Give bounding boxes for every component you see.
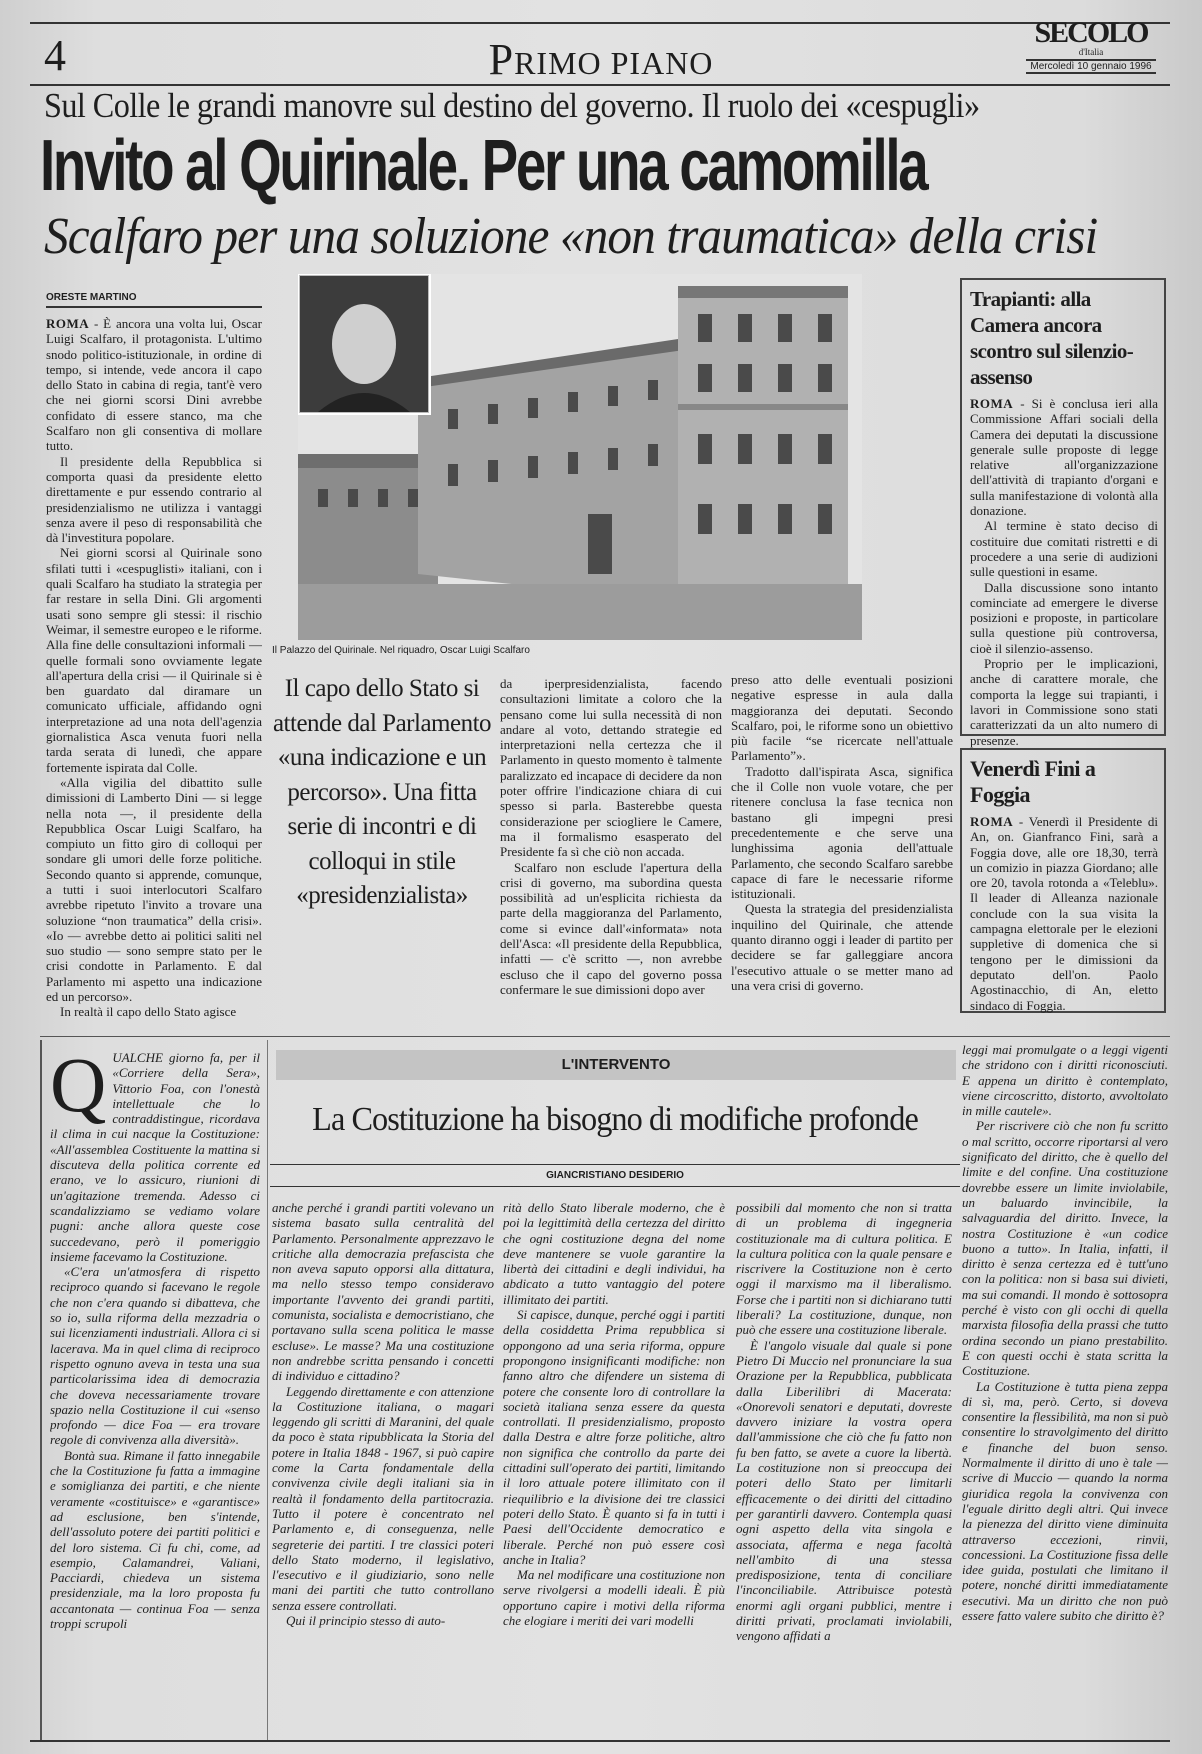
paragraph: È l'angolo visuale dal quale si pone Pietro Di Muccio nel pronunciare la sua Orazione per la Repubblica, pubblicata dalla Liberilibri di Macerata: «Onorevoli senatori e deputati, dovreste davvero iniziare la vostra opera dall'ammissione che ciò che fu fatto non fu ben fatto, se avete a cuore la libertà. La costituzione non si preoccupa dei poteri dello Stato per limitarli efficacemente o dei diritti del cittadino per garantirli davvero. Contempla quasi ogni aspetto della vita singola e associata, afferma e nega facoltà nell'ambito di una stessa predisposizione, tenta di conciliare l'inconciliabile. Attribuisce potestà enormi agli organi pubblici, mentre i diritti privati, proclamati inviolabili, vengono affidati a <box>736 1337 952 1644</box>
page-number: 4 <box>44 31 66 80</box>
paragraph: anche perché i grandi partiti volevano un sistema basato sulla centralità del Parlamento. Personalmente apprezzavo le critiche alla democrazia prefascista che non aveva saputo opporsi alla dittatura, ma nello stesso tempo consideravo importante l'avvento dei grandi partiti, comunista, socialista e democristiano, che portavano sulla scena politica le masse escluse». Le masse? Ma una costituzione non andrebbe scritta pensando i concetti di individuo e cittadino? <box>272 1200 494 1384</box>
paragraph: La Costituzione è tutta piena zeppa di sì, ma, però. Certo, si doveva consentire la flessibilità, ma non si può consentire lo stravolgimento del diritto e finanche del buon senso. Normalmente il diritto di uno è tale — scrive di Muccio — quando la norma giuridica regola la convivenza con l'eguale diritto degli altri. Qui invece la pienezza del diritto viene diminuita attraverso eccezioni, rinvii, concessioni. La Costituzione fissa delle idee guida, postulati che limitano il potere, nonché diritti immediatamente esecutivi. Ma un diritto che non può essere fatto valere subito che diritto è? <box>962 1378 1168 1623</box>
section-title <box>0 34 1202 85</box>
lead-column-3 <box>731 672 953 1017</box>
byline: ORESTE MARTINO <box>46 292 262 308</box>
bottom-rule <box>30 1740 1170 1742</box>
kicker: Sul Colle le grandi manovre sul destino del governo. Il ruolo dei «cespugli» <box>44 86 980 125</box>
paragraph-text: UALCHE giorno fa, per il «Corriere della Sera», Vittorio Foa, con l'onestà intellettuale che lo contraddistingue, ricordava il clima in cui nacque la Costituzione: «All'assemblea Costituente la mattina si discuteva della politica corrente ed erano, ve lo assicuro, riunioni di un'agitazione tremenda. Adesso ci scandalizziamo se vediamo volare pugni: anche allora queste cose succedevano, però il pomeriggio insieme facevamo la Costituzione. <box>50 1050 260 1264</box>
paragraph-text: - Si è conclusa ieri alla Commissione Affari sociali della Camera dei deputati la discussione generale sulle proposte di legge relative all'organizzazione dell'attività di trapianto d'organi e sulla manifestazione di volontà alla donazione. <box>970 396 1158 519</box>
opinion-column-2 <box>272 1200 494 1736</box>
sidebar-body <box>970 814 1158 1013</box>
paragraph: In realtà il capo dello Stato agisce <box>60 1004 237 1020</box>
top-rule <box>30 22 1170 24</box>
paragraph: Si capisce, dunque, perché oggi i partiti della cosiddetta Prima repubblica si oppongono ad una seria riforma, oppure propongono insignificanti modifiche: non fanno altro che difendere un sistema di potere che consente loro di controllare la società italiana senza essere da questa controllati. Il presidenzialismo, proposto dalla Destra e altre forze politiche, altro non significa che controllo da parte dei cittadini sull'operato dei partiti, limitando il loro attuale potere illimitato con il riequilibrio e la divisione dei tre classici poteri dello Stato. È quanto si fa in tutti i Paesi dell'Occidente democratico e liberale. Perché non può essere così anche in Italia? <box>503 1307 725 1567</box>
issue-date: Mercoledì 10 gennaio 1996 <box>1026 59 1156 74</box>
logo-name: SECOLO <box>1034 16 1148 49</box>
paragraph: Proprio per le implicazioni, anche di carattere morale, che comporta la legge sui trapianti, i lavori in Commissione sono stati caratterizzati da un alto numero di presenze. <box>970 656 1158 748</box>
lead-column-2 <box>500 676 722 1021</box>
paragraph: possibili dal momento che non si tratta di un problema di ingegneria costituzionale ma di cultura politica. E la cultura politica con la quale pensare e riscrivere la Costituzione non è certo oggi il marxismo ma il liberalismo. Forse che i partiti non si dichiarano tutti liberali? La costituzione, dunque, non può che essere una costituzione liberale. <box>736 1200 952 1338</box>
paragraph <box>46 316 262 454</box>
paragraph: Qui il principio stesso di auto- <box>286 1613 446 1629</box>
dateline: ROMA <box>970 396 1014 411</box>
opinion-byline: GIANCRISTIANO DESIDERIO <box>270 1164 960 1187</box>
paragraph: Ma nel modificare una costituzione non serve rivolgersi a modelli ideali. È più opportuno capire i motivi della riforma che elogiare i meriti dei vari modelli <box>503 1567 725 1629</box>
dateline: ROMA <box>970 814 1014 829</box>
paragraph: da iperpresidenzialista, facendo consultazioni limitate a coloro che la pensano come lui sulla necessità di non andare al voto, dettando strategie ed interpretazioni nella certezza che il Parlamento in questo momento è talmente paralizzato ed incapace di decidere da non poter offrire l'indicazione chiara di cui spesso si parla. Basterebbe questa considerazione per sciogliere le Camere, ma il formalismo esasperato del Presidente fa sì che ciò non accada. <box>500 676 722 860</box>
photo-caption: Il Palazzo del Quirinale. Nel riquadro, Oscar Luigi Scalfaro <box>272 645 530 656</box>
paragraph: Leggendo direttamente e con attenzione la Costituzione italiana, o magari leggendo gli scritti di Maranini, del quale da poco è stata ripubblicata la Storia del potere in Italia 1848 - 1967, si può capire come la Carta fondamentale della convivenza civile degli italiani sia in realtà il fondamento della partitocrazia. Tutto il potere è concentrato nel Parlamento e, di conseguenza, nelle segreterie dei partiti. I tre classici poteri dello Stato moderno, il legislativo, l'esecutivo e il giudiziario, sono nelle mani dei partiti che tutto controllano senza essere controllati. <box>272 1383 494 1613</box>
subheadline: Scalfaro per una soluzione «non traumatica» della crisi <box>44 208 1098 265</box>
sidebar-trapianti <box>960 278 1166 748</box>
paragraph <box>970 814 1158 1013</box>
drop-cap: Q <box>50 1050 107 1128</box>
paragraph: Al termine è stato deciso di costituire due comitati ristretti e di procedere a una serie di audizioni sulle questioni in esame. <box>970 518 1158 580</box>
main-headline: Invito al Quirinale. Per una camomilla <box>40 126 927 206</box>
paragraph-text: - È ancora una volta lui, Oscar Luigi Scalfaro, il protagonista. L'ultimo snodo politico-istituzionale, in ordine di tempo, si intende, vede ancora il capo dello Stato in cabina di regia, tant'è vero che nei giorni scorsi Dini avrebbe confidato di essere stanco, ma che Scalfaro non gli consentiva di mollare tutto. <box>46 316 262 454</box>
dateline: ROMA <box>46 316 90 331</box>
opinion-column-1 <box>50 1050 260 1738</box>
section-divider <box>40 1036 1170 1037</box>
sidebar-title: Trapianti: alla Camera ancora scontro sul silenzio-assenso <box>970 287 1134 389</box>
paragraph: leggi mai promulgate o a leggi vigenti che stridono con i diritti riconosciuti. E appena un diritto è contemplato, viene circoscritto, distorto, avvoltolato in mille cautele». <box>962 1042 1168 1119</box>
section-initial: P <box>488 35 515 84</box>
rubric-label: L'INTERVENTO <box>276 1050 956 1080</box>
opinion-headline: La Costituzione ha bisogno di modifiche profonde <box>312 1101 918 1138</box>
paragraph: Dalla discussione sono intanto cominciate ad emergere le diverse posizioni e proposte, in particolare sulla questione più controversa, cioè il silenzio-assenso. <box>970 579 1158 656</box>
paragraph: Per riscrivere ciò che non fu scritto o mal scritto, occorre riportarsi al vero significato del diritto, che è quello del limite e del confine. Una costituzione dovrebbe essere un limite inviolabile, un baluardo invincibile, la salvaguardia del diritto. Invece, la nostra Costituzione è «un codice buono a tutto». In Italia, infatti, il diritto è senza certezza ed è tutt'uno con la politica: non si basa sui divieti, ma sui comandi. Il mondo è sottosopra perché è visto con gli occhi di quella marxista filosofia della prassi che tutto ordina secondo un piano prestabilito. E con questi occhi è stata scritta la Costituzione. <box>962 1118 1168 1379</box>
paragraph: Scalfaro non esclude l'apertura della crisi di governo, ma subordina questa possibilità ad un'esplicita richiesta da parte della maggioranza del Parlamento, come si evince dall'«informata» nota dell'Asca: «Il presidente della Repubblica, infatti — c'è scritto —, non avrebbe escluso che il capo del governo possa confermare le sue dimissioni dopo aver <box>500 859 722 997</box>
paragraph: rità dello Stato liberale moderno, che è poi la legittimità della certezza del diritto che ogni costituzione degna del nome deve mantenere se vuole garantire la libertà dei cittadini e degli individui, ha abdicato a tutto vantaggio del potere illimitato dei partiti. <box>503 1200 725 1307</box>
opinion-column-5 <box>962 1042 1168 1738</box>
paragraph <box>50 1050 260 1264</box>
opinion-column-4 <box>736 1200 952 1736</box>
paragraph <box>970 396 1158 518</box>
paragraph: Tradotto dall'ispirata Asca, significa che il Colle non vuole votare, che per ritenere conclusa la fase tecnica non bastano gli impegni presi precedentemente e che serve una lunghissima agonia dell'attuale Parlamento, che secondo Scalfaro sarebbe capace di fare le necessarie riforme istituzionali. <box>731 763 953 902</box>
paragraph: Questa la strategia del presidenzialista inquilino del Quirinale, che attende quanto diranno oggi i leader di partito per decidere se far galleggiare ancora l'esecutivo attuale o se metter mano ad una vera crisi di governo. <box>731 901 953 993</box>
paragraph: Nei giorni scorsi al Quirinale sono sfilati tutti i «cespuglisti» italiani, con i quali Scalfaro ha studiato la strategia per far restare in sella Dini. Gli argomenti usati sono sempre gli stessi: il rischio Weimar, il semestre europeo e le riforme. Alla fine delle consultazioni informali — quelle formali sono ovviamente legate all'apertura della crisi — il Quirinale si è ben guardato dal diramare un comunicato ufficiale, affidando ogni interpretazione ad una nota dell'agenzia giornalistica Asca venuta fuori nella tarda serata di lunedì, che appare fortemente ispirata dal Colle. <box>46 545 262 775</box>
paragraph: Bontà sua. Rimane il fatto innegabile che la Costituzione fu fatta a immagine e somiglianza dei partiti, e che niente veramente «costituisce» e «garantisce» ad esclusione, ben s'intende, dell'assoluto potere dei partiti politici e del loro sistema. Ci fu chi, come, ad esempio, Calamandrei, Valiani, Pacciardi, chiedeva un sistema presidenziale, ma la loro proposta fu accantonata — continua Foa — senza troppi scrupoli <box>50 1447 260 1631</box>
lead-column-1 <box>46 316 262 1028</box>
paragraph: «C'era un'atmosfera di rispetto reciproco quando si facevano le regole che non c'era quando si dibatteva, che so io, sulla riforma della mezzadria o sui licenziamenti industriali. Allora ci si lacerava. Ma in quel clima di reciproco rispetto ognuno aveva in testa una sua particolarissima idea di democrazia che doveva necessariamente trovare spazio nella Costituzione il cui «senso profondo — dice Foa — era trovare regole di convivenza alla diversità». <box>50 1264 260 1448</box>
paragraph: «Alla vigilia del dibattito sulle dimissioni di Lamberto Dini — si legge nella nota —, il presidente della Repubblica Oscar Luigi Scalfaro, ha compiuto un fitto giro di colloqui per sondare gli umori delle forze politiche. Secondo quanto si apprende, comunque, a tutti i suoi interlocutori Scalfaro avrebbe ripetuto l'invito a trovare una soluzione “non traumatica” della crisi». «Io — avrebbe detto ai politici saliti nel suo studio — sono sempre stato per le crisi condotte in Parlamento. E dal Parlamento mi aspetto una indicazione ed un percorso». <box>46 774 262 1005</box>
paragraph: Il presidente della Repubblica si comporta quasi da presidente eletto direttamente e pur essendo contrario al presidenzialismo ne utilizza i vantaggi senza avere il peso di responsabilità che dà l'investitura popolare. <box>46 453 262 546</box>
paragraph: preso atto delle eventuali posizioni negative espresse in aula dalla maggioranza dei deputati. Secondo Scalfaro, poi, le riforme sono un obiettivo più facile “se ricercate nell'attuale Parlamento”». <box>731 672 953 764</box>
sidebar-body <box>970 396 1158 748</box>
paragraph-text: - Venerdì il Presidente di An, on. Gianfranco Fini, sarà a Foggia dove, alle ore 18,30, terrà un comizio in piazza Giordano; alle ore 20, tavola rotonda a «Teleblu». Il leader di Alleanza nazionale conclude con la sua visita la campagna elettorale per le elezioni suppletive di domenica che si tengono per le dimissioni da deputato dell'on. Paolo Agostinacchio, di An, eletto sindaco di Foggia. <box>970 814 1158 1013</box>
pull-quote: Il capo dello Stato si attende dal Parlamento «una indicazione e un percorso». Una fitta serie di incontri e di colloqui in stile «presidenzialista» <box>272 675 492 909</box>
sidebar-title: Venerdì Fini a Foggia <box>970 756 1096 807</box>
newspaper-logo <box>1026 18 1156 74</box>
section-rest: RIMO PIANO <box>514 45 714 81</box>
quirinale-photo <box>298 274 862 640</box>
sidebar-fini <box>960 748 1166 1013</box>
logo-sub: d'Italia <box>1078 47 1104 57</box>
opinion-column-3 <box>503 1200 725 1736</box>
